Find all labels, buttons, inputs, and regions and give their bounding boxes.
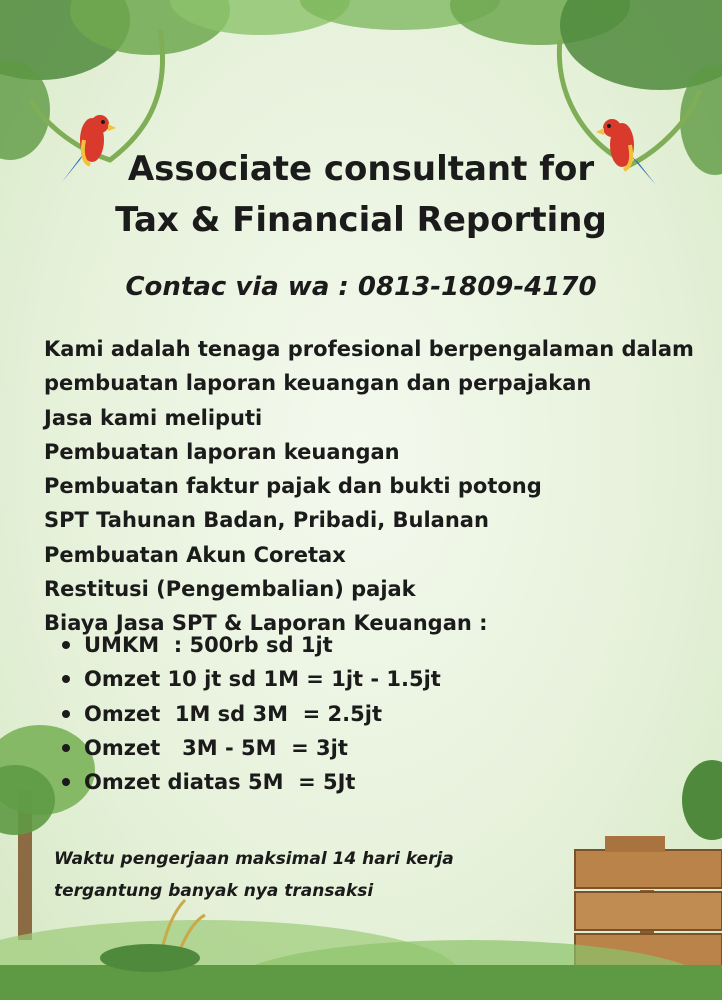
price-item xyxy=(62,697,562,731)
bullet-icon xyxy=(62,744,70,752)
intro-line: Pembuatan laporan keuangan xyxy=(44,439,400,464)
title-line-2: Tax & Financial Reporting xyxy=(115,200,607,240)
intro-line: Kami adalah tenaga profesional berpengalaman dalam xyxy=(44,337,694,361)
intro-line: Pembuatan Akun Coretax xyxy=(44,542,346,567)
intro-line: Jasa kami meliputi xyxy=(44,405,263,430)
price-item-text: Omzet 1M sd 3M = 2.5jt xyxy=(84,701,382,726)
footer-note xyxy=(54,843,454,907)
price-item-text: Omzet 10 jt sd 1M = 1jt - 1.5jt xyxy=(84,667,441,692)
intro-line: Pembuatan faktur pajak dan bukti potong xyxy=(44,474,542,499)
price-item-text: Omzet 3M - 5M = 3jt xyxy=(84,735,348,760)
bullet-icon xyxy=(62,641,70,649)
price-item-text: UMKM : 500rb sd 1jt xyxy=(84,633,333,657)
bush-right xyxy=(682,760,722,840)
price-list xyxy=(62,628,562,799)
intro-line: Restitusi (Pengembalian) pajak xyxy=(44,577,416,602)
bullet-icon xyxy=(62,778,70,786)
price-item xyxy=(62,628,562,662)
price-item xyxy=(62,662,562,696)
footer-line: Waktu pengerjaan maksimal 14 hari kerja xyxy=(54,849,454,869)
intro-line: pembuatan laporan keuangan dan perpajakan xyxy=(44,371,592,396)
bullet-icon xyxy=(62,675,70,683)
intro-line: Biaya Jasa SPT & Laporan Keuangan : xyxy=(44,611,488,636)
price-item xyxy=(62,731,562,765)
contact-whatsapp: Contac via wa : 0813-1809-4170 xyxy=(125,272,597,302)
title-line-1: Associate consultant for xyxy=(127,149,595,189)
price-item-text: Omzet diatas 5M = 5Jt xyxy=(84,770,356,795)
intro-text xyxy=(44,332,704,641)
price-item xyxy=(62,765,562,799)
footer-line: tergantung banyak nya transaksi xyxy=(54,881,374,901)
bullet-icon xyxy=(62,710,70,718)
intro-line: SPT Tahunan Badan, Pribadi, Bulanan xyxy=(44,508,489,533)
